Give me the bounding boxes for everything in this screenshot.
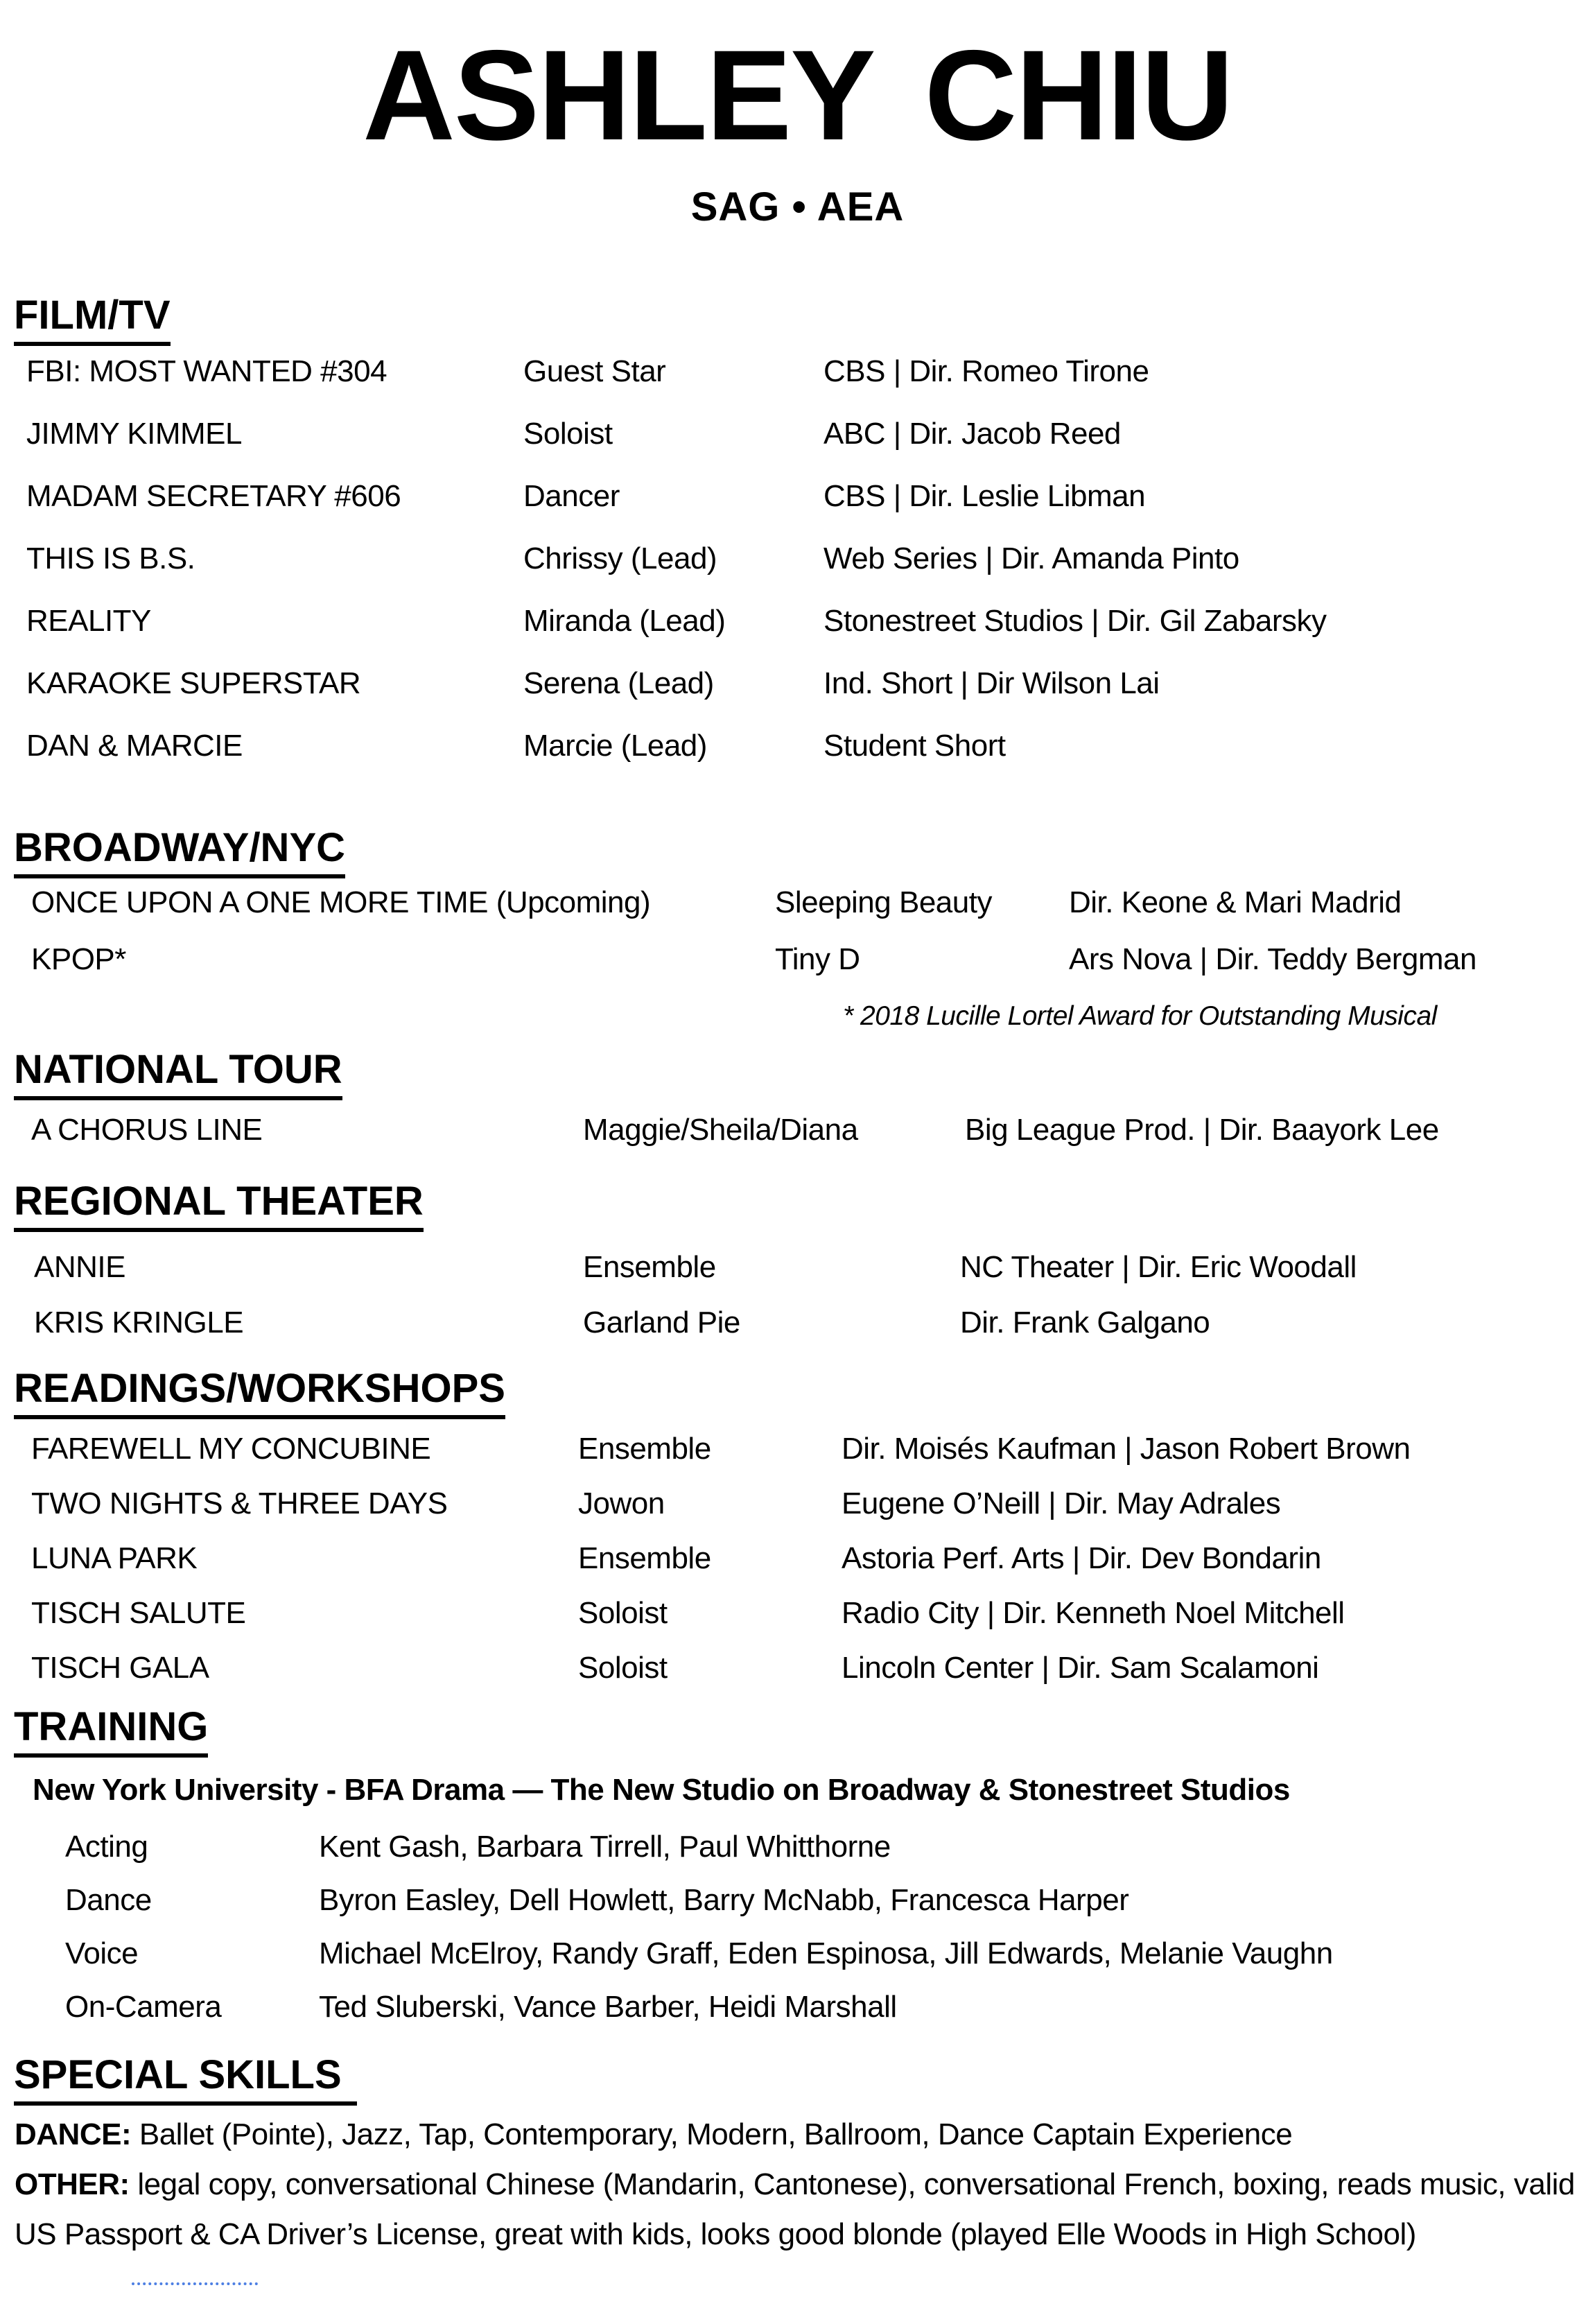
credit-row <box>14 1240 1583 1295</box>
section-heading <box>14 1177 1583 1232</box>
production-title: JIMMY KIMMEL <box>26 417 243 451</box>
role: Maggie/Sheila/Diana <box>583 1113 858 1147</box>
role: Tiny D <box>775 942 860 976</box>
discipline: Dance <box>65 1883 152 1917</box>
section-heading-text: READINGS/WORKSHOPS <box>14 1364 505 1419</box>
section-heading-text: BROADWAY/NYC <box>14 824 345 878</box>
role: Serena (Lead) <box>523 666 714 700</box>
skills-dance-label: DANCE: <box>15 2117 132 2151</box>
production-title: FAREWELL MY CONCUBINE <box>31 1432 431 1466</box>
company-director: ABC | Dir. Jacob Reed <box>823 417 1121 451</box>
company-director: Ind. Short | Dir Wilson Lai <box>823 666 1160 700</box>
union-affiliations: SAG • AEA <box>690 184 905 229</box>
role: Chrissy (Lead) <box>523 541 717 575</box>
company-director: Dir. Frank Galgano <box>960 1306 1210 1339</box>
production-title: ONCE UPON A ONE MORE TIME (Upcoming) <box>31 885 651 919</box>
role: Jowon <box>578 1486 665 1520</box>
section-heading-text: SPECIAL SKILLS <box>14 2051 357 2106</box>
production-title: KARAOKE SUPERSTAR <box>26 666 361 700</box>
role: Ensemble <box>578 1432 711 1466</box>
company-director: Ars Nova | Dir. Teddy Bergman <box>1069 942 1476 976</box>
credit-row <box>14 652 1583 715</box>
production-title: REALITY <box>26 604 151 638</box>
credit-row <box>14 590 1583 652</box>
section-heading-text: NATIONAL TOUR <box>14 1046 342 1100</box>
section-national-tour <box>14 1046 1583 1159</box>
production-title: MADAM SECRETARY #606 <box>26 479 401 513</box>
credit-row <box>14 715 1583 777</box>
credit-rows <box>14 1421 1583 1695</box>
role: Ensemble <box>583 1250 716 1284</box>
production-title: TWO NIGHTS & THREE DAYS <box>31 1486 448 1520</box>
production-title: KRIS KRINGLE <box>34 1306 244 1339</box>
role: Ensemble <box>578 1541 711 1575</box>
production-title: DAN & MARCIE <box>26 729 243 763</box>
credit-row <box>14 931 1583 988</box>
credit-rows <box>14 874 1583 988</box>
production-title: TISCH GALA <box>31 1651 209 1685</box>
company-director: Student Short <box>823 729 1006 763</box>
skills-other-text: legal copy, conversational Chinese (Mandarin, Cantonese), conversational French, boxing, reads music, valid US Passport & CA Driver’s License, great with kids, looks good blonde (played Elle Woods in High School) <box>15 2167 1575 2251</box>
company-director: CBS | Dir. Leslie Libman <box>823 479 1146 513</box>
section-heading <box>14 2051 1583 2106</box>
section-film-tv <box>14 291 1583 777</box>
production-title: FBI: MOST WANTED #304 <box>26 354 387 388</box>
section-special-skills <box>14 2051 1583 2260</box>
production-title: KPOP* <box>31 942 126 976</box>
training-row <box>14 1927 1583 1980</box>
section-heading <box>14 291 1583 346</box>
production-title: TISCH SALUTE <box>31 1596 246 1630</box>
training-row <box>14 1873 1583 1927</box>
production-title: LUNA PARK <box>31 1541 198 1575</box>
credit-row <box>14 1531 1583 1586</box>
training-row <box>14 1980 1583 2034</box>
section-regional-theater <box>14 1177 1583 1351</box>
section-heading <box>14 1364 1583 1419</box>
section-training <box>14 1703 1583 2034</box>
teachers: Kent Gash, Barbara Tirrell, Paul Whitthorne <box>319 1830 891 1864</box>
teachers: Michael McElroy, Randy Graff, Eden Espinosa, Jill Edwards, Melanie Vaughn <box>319 1936 1333 1970</box>
skills-dance-line <box>15 2110 1583 2160</box>
training-school: New York University - BFA Drama — The New Studio on Broadway & Stonestreet Studios <box>33 1773 1290 1807</box>
credit-row <box>14 874 1583 931</box>
company-director: Dir. Moisés Kaufman | Jason Robert Brown <box>842 1432 1411 1466</box>
section-readings-workshops <box>14 1364 1583 1695</box>
training-row <box>14 1820 1583 1873</box>
section-broadway-nyc <box>14 824 1583 1039</box>
credit-row <box>14 340 1583 403</box>
production-title: A CHORUS LINE <box>31 1113 263 1147</box>
production-title: ANNIE <box>34 1250 125 1284</box>
section-heading <box>14 824 1583 878</box>
role: Sleeping Beauty <box>775 885 992 919</box>
company-director: Eugene O’Neill | Dir. May Adrales <box>842 1486 1281 1520</box>
role: Miranda (Lead) <box>523 604 726 638</box>
role: Garland Pie <box>583 1306 740 1339</box>
skills-other-line <box>15 2160 1583 2260</box>
credit-row <box>14 465 1583 528</box>
credit-row <box>14 403 1583 465</box>
credit-row <box>14 1476 1583 1531</box>
company-director: Astoria Perf. Arts | Dir. Dev Bondarin <box>842 1541 1321 1575</box>
credit-rows <box>14 1102 1583 1159</box>
credit-row <box>14 1421 1583 1476</box>
section-heading-text: FILM/TV <box>14 291 171 346</box>
role: Soloist <box>578 1596 668 1630</box>
company-director: Big League Prod. | Dir. Baayork Lee <box>965 1113 1439 1147</box>
proofing-underline-decoration <box>132 2282 258 2285</box>
teachers: Byron Easley, Dell Howlett, Barry McNabb, Francesca Harper <box>319 1883 1129 1917</box>
section-heading <box>14 1046 1583 1100</box>
company-director: Lincoln Center | Dir. Sam Scalamoni <box>842 1651 1319 1685</box>
company-director: NC Theater | Dir. Eric Woodall <box>960 1250 1357 1284</box>
role: Soloist <box>523 417 613 451</box>
skills-dance-text: Ballet (Pointe), Jazz, Tap, Contemporary, Modern, Ballroom, Dance Captain Experience <box>139 2117 1293 2151</box>
credit-row <box>14 528 1583 590</box>
skills-other-label: OTHER: <box>15 2167 130 2201</box>
company-director: Stonestreet Studios | Dir. Gil Zabarsky <box>823 604 1327 638</box>
section-heading-text: TRAINING <box>14 1703 208 1758</box>
credit-row <box>14 1586 1583 1640</box>
company-director: Dir. Keone & Mari Madrid <box>1069 885 1402 919</box>
company-director: CBS | Dir. Romeo Tirone <box>823 354 1149 388</box>
role: Soloist <box>578 1651 668 1685</box>
credit-rows <box>14 1240 1583 1351</box>
section-heading <box>14 1703 1583 1758</box>
training-rows <box>14 1820 1583 2034</box>
discipline: Voice <box>65 1936 139 1970</box>
discipline: Acting <box>65 1830 148 1864</box>
credit-row <box>14 1295 1583 1351</box>
page-title: ASHLEY CHIU <box>363 24 1232 167</box>
award-footnote: * 2018 Lucille Lortel Award for Outstanding Musical <box>843 1001 1437 1031</box>
credit-row <box>14 1640 1583 1695</box>
role: Marcie (Lead) <box>523 729 707 763</box>
credit-rows <box>14 340 1583 777</box>
role: Guest Star <box>523 354 666 388</box>
production-title: THIS IS B.S. <box>26 541 195 575</box>
company-director: Radio City | Dir. Kenneth Noel Mitchell <box>842 1596 1345 1630</box>
credit-row <box>14 1102 1583 1159</box>
role: Dancer <box>523 479 620 513</box>
section-heading-text: REGIONAL THEATER <box>14 1177 424 1232</box>
discipline: On-Camera <box>65 1990 222 2024</box>
company-director: Web Series | Dir. Amanda Pinto <box>823 541 1239 575</box>
teachers: Ted Sluberski, Vance Barber, Heidi Marshall <box>319 1990 897 2024</box>
